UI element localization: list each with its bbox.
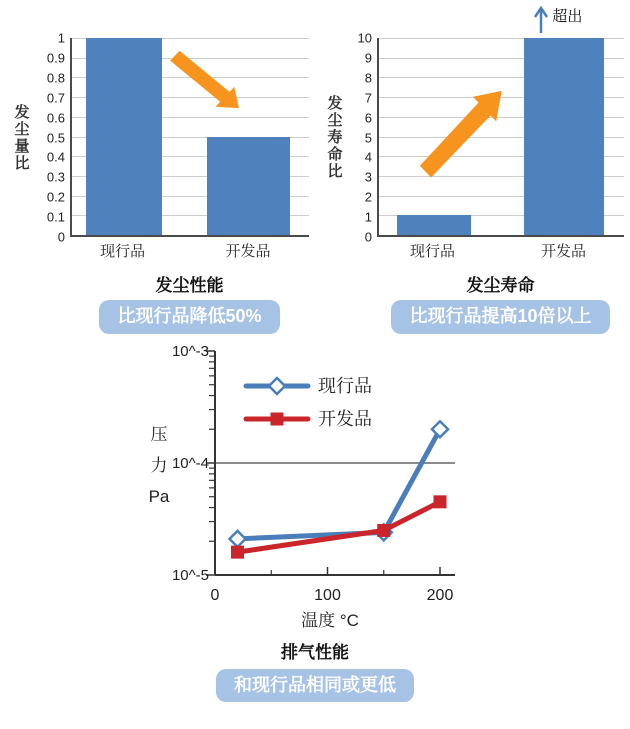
- y-axis-title: Pa: [148, 486, 170, 506]
- category-label: 现行品: [410, 243, 456, 260]
- exhaust-panel: [0, 338, 630, 703]
- y-tick-label: 0: [57, 229, 65, 245]
- category-label: 开发品: [540, 243, 586, 260]
- dust-life-bar-chart: [321, 8, 624, 265]
- summary-badge: 和现行品相同或更低: [216, 669, 414, 703]
- increase-arrow-icon: [418, 81, 511, 180]
- y-tick-label: 2: [364, 189, 372, 205]
- y-tick-label: 10^-3: [171, 342, 209, 360]
- x-axis-title: 温度 °C: [301, 610, 359, 630]
- category-label: 开发品: [225, 243, 271, 260]
- y-tick-label: 1: [57, 30, 65, 46]
- y-axis-title: 发尘量比: [12, 103, 30, 172]
- y-tick-label: 0.3: [46, 169, 65, 185]
- decrease-arrow-icon: [167, 50, 245, 121]
- square-marker: [271, 412, 284, 425]
- x-tick-label: 100: [314, 586, 341, 604]
- y-tick-label: 4: [364, 149, 372, 165]
- series-line: [238, 501, 441, 551]
- y-tick-label: 6: [364, 110, 372, 126]
- chart-title: 发尘寿命: [466, 276, 535, 295]
- category-labels: [377, 237, 624, 265]
- bar-charts-row: [0, 0, 630, 334]
- chart-title: 排气性能: [281, 642, 349, 662]
- bar: [524, 38, 605, 235]
- y-tick-label: 0.5: [46, 130, 65, 145]
- y-axis-title: 力: [150, 455, 168, 475]
- y-tick-label: 1: [364, 209, 372, 225]
- series-line: [238, 429, 441, 539]
- plot-area: [377, 8, 624, 237]
- y-tick-label: 5: [364, 130, 372, 145]
- dust-emission-panel: [0, 30, 315, 334]
- plot-area: [70, 38, 309, 237]
- y-tick-label: 8: [364, 70, 372, 86]
- y-axis-title: 发尘寿命比: [325, 95, 343, 180]
- exhaust-line-chart: [0, 338, 630, 638]
- diamond-marker: [230, 531, 246, 547]
- y-tick-label: 0.8: [46, 70, 65, 86]
- y-tick-label: 0.7: [46, 90, 65, 106]
- y-tick-label: 0.4: [46, 149, 65, 165]
- legend-label: 开发品: [318, 408, 372, 429]
- x-tick-label: 0: [210, 586, 220, 604]
- y-tick-label: 10^-5: [171, 566, 209, 584]
- diamond-marker: [269, 378, 285, 394]
- chart-caption: [70, 271, 309, 334]
- y-axis-ticks: [36, 30, 70, 245]
- category-label: 现行品: [100, 243, 146, 260]
- y-tick-label: 10^-4: [171, 454, 209, 472]
- category-labels: [70, 237, 309, 265]
- y-tick-label: 9: [364, 50, 372, 66]
- square-marker: [231, 545, 244, 558]
- square-marker: [434, 495, 447, 508]
- y-tick-label: 0.9: [46, 50, 65, 66]
- chart-caption: [377, 271, 624, 334]
- legend-label: 现行品: [318, 375, 372, 396]
- square-marker: [377, 524, 390, 537]
- dust-emission-bar-chart: [6, 30, 309, 265]
- y-tick-label: 0.2: [46, 189, 65, 205]
- y-tick-label: 0: [364, 229, 372, 245]
- bar: [397, 215, 471, 235]
- y-tick-label: 0.1: [46, 209, 65, 225]
- dust-life-panel: [315, 8, 630, 334]
- y-axis-ticks: [347, 30, 377, 245]
- up-arrow-icon: [533, 5, 549, 35]
- y-tick-label: 3: [364, 169, 372, 185]
- x-tick-label: 200: [426, 586, 454, 604]
- y-tick-label: 0.6: [46, 110, 65, 126]
- chart-caption: [0, 638, 630, 703]
- bar: [207, 137, 290, 236]
- y-axis-title: 压: [150, 424, 168, 444]
- y-tick-label: 10: [357, 30, 372, 46]
- bar: [86, 38, 162, 235]
- summary-badge: 比现行品降低50%: [99, 300, 279, 334]
- overshoot-label: 超出: [552, 8, 583, 25]
- summary-badge: 比现行品提高10倍以上: [391, 300, 609, 334]
- overshoot-annotation: [533, 5, 582, 35]
- y-tick-label: 7: [364, 90, 372, 106]
- chart-title: 发尘性能: [155, 276, 224, 295]
